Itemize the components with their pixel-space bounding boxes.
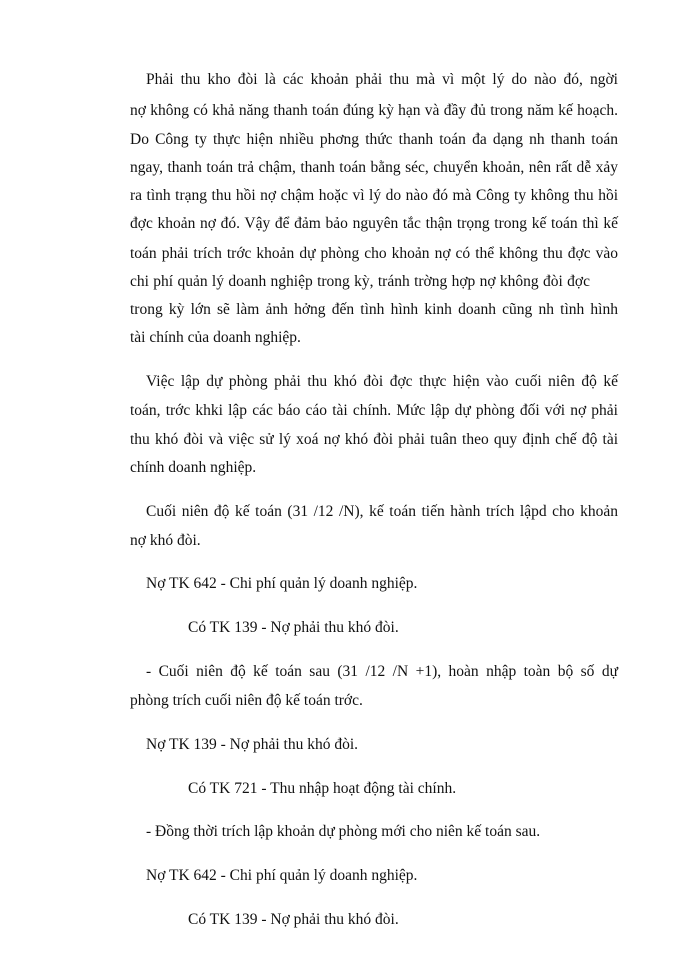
paragraph-2-line-2: toán, trớc khki lập các báo cáo tài chính. Mức lập dự phòng đối với nợ phải [130, 402, 618, 419]
paragraph-1-line-10: tài chính của doanh nghiệp. [130, 329, 301, 346]
paragraph-3-line-2: nợ khó đòi. [130, 532, 201, 549]
entry-3-debit: Nợ TK 642 - Chi phí quản lý doanh nghiệp. [146, 867, 418, 884]
paragraph-1-line-6: đợc khoản nợ đó. Vậy để đảm bảo nguyên tắc thận trọng trong kế toán thì kế [130, 215, 618, 232]
entry-2-credit: Có TK 721 - Thu nhập hoạt động tài chính. [188, 780, 457, 797]
entry-2-debit: Nợ TK 139 - Nợ phải thu khó đòi. [146, 736, 358, 753]
paragraph-2-line-3: thu khó đòi và việc sử lý xoá nợ khó đòi phải tuân theo quy định chế độ tài [130, 431, 618, 448]
entry-3-credit: Có TK 139 - Nợ phải thu khó đòi. [188, 911, 399, 928]
paragraph-2-line-1: Việc lập dự phòng phải thu khó đòi đợc thực hiện vào cuối niên độ kế [146, 373, 618, 390]
paragraph-1-line-9: trong kỳ lớn sẽ làm ảnh hởng đến tình hình kinh doanh cũng nh tình hình [130, 301, 618, 318]
paragraph-1-line-2: nợ không có khả năng thanh toán đúng kỳ hạn và đầy đủ trong năm kế hoạch. [130, 102, 618, 119]
paragraph-5: - Đồng thời trích lập khoản dự phòng mới cho niên kế toán sau. [146, 823, 541, 840]
paragraph-4-line-2: phòng trích cuối niên độ kế toán trớc. [130, 692, 363, 709]
paragraph-1-line-4: ngay, thanh toán trả chậm, thanh toán bằng séc, chuyển khoản, nên rất dễ xảy [130, 159, 618, 176]
paragraph-1-line-5: ra tình trạng thu hồi nợ chậm hoặc vì lý do nào đó mà Công ty không thu hồi [130, 187, 618, 204]
paragraph-1-line-1: Phải thu kho đòi là các khoản phải thu mà vì một lý do nào đó, ngời [146, 71, 618, 88]
paragraph-2-line-4: chính doanh nghiệp. [130, 459, 257, 476]
paragraph-4-line-1: - Cuối niên độ kế toán sau (31 /12 /N +1), hoàn nhập toàn bộ số dự [146, 663, 618, 680]
paragraph-1-line-3: Do Công ty thực hiện nhiều phơng thức thanh toán đa dạng nh thanh toán [130, 131, 618, 148]
entry-1-debit: Nợ TK 642 - Chi phí quản lý doanh nghiệp. [146, 575, 418, 592]
entry-1-credit: Có TK 139 - Nợ phải thu khó đòi. [188, 619, 399, 636]
paragraph-1-line-8: chi phí quản lý doanh nghiệp trong kỳ, tránh trờng hợp nợ không đòi đợc [130, 273, 590, 290]
paragraph-1-line-7: toán phải trích trớc khoản dự phòng cho khoản nợ có thể không thu đợc vào [130, 245, 618, 262]
paragraph-3-line-1: Cuối niên độ kế toán (31 /12 /N), kế toán tiến hành trích lậpd cho khoản [146, 503, 618, 520]
